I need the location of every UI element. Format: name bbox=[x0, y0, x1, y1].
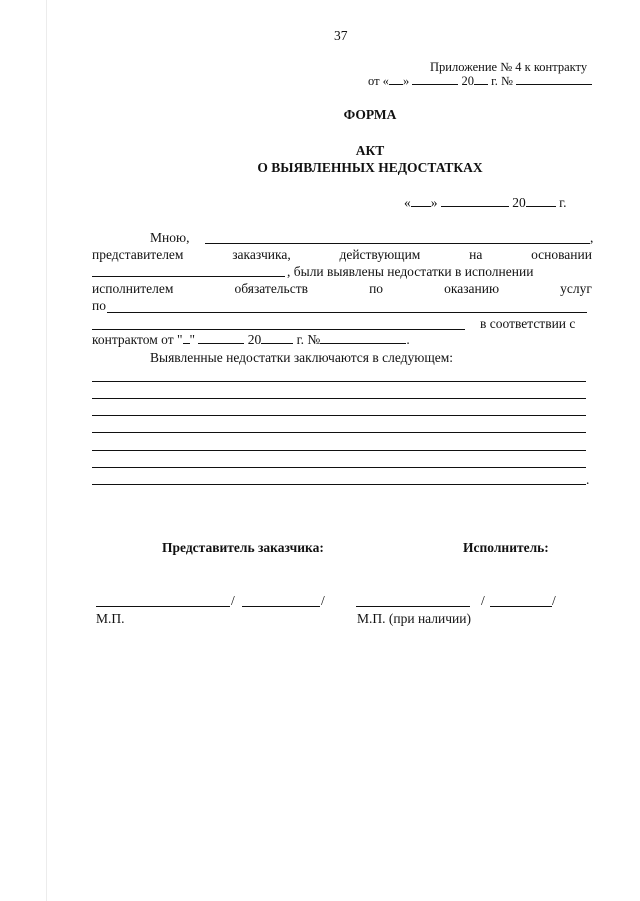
body-row-contract: контрактом от " " 20 г. № . bbox=[92, 332, 410, 347]
body-row-according: в соответствии с bbox=[480, 316, 576, 331]
body-row-representative: представителем заказчика, действующим на основании bbox=[92, 247, 592, 262]
customer-name-line bbox=[242, 606, 320, 607]
defects-line bbox=[92, 398, 586, 399]
body-mnoyu: Мною, bbox=[150, 230, 190, 245]
body-comma: , bbox=[590, 230, 594, 245]
body-row-obligations: исполнителем обязательств по оказанию услуг bbox=[92, 281, 592, 296]
blank-line-services bbox=[107, 312, 587, 313]
customer-signature-line bbox=[96, 606, 230, 607]
defects-final-period: . bbox=[586, 472, 590, 487]
act-title: АКТ bbox=[355, 143, 385, 158]
defects-line bbox=[92, 450, 586, 451]
customer-stamp: М.П. bbox=[96, 611, 125, 626]
act-subtitle: О ВЫЯВЛЕННЫХ НЕДОСТАТКАХ bbox=[257, 160, 483, 175]
defects-line bbox=[92, 484, 586, 485]
contractor-signature-line bbox=[356, 606, 470, 607]
defects-line bbox=[92, 432, 586, 433]
contractor-slash-end: / bbox=[552, 593, 556, 608]
defects-line bbox=[92, 381, 586, 382]
form-label: ФОРМА bbox=[343, 107, 397, 122]
contractor-stamp: М.П. (при наличии) bbox=[357, 611, 471, 626]
act-date: « » 20 г. bbox=[404, 195, 567, 210]
customer-signature-title: Представитель заказчика: bbox=[162, 540, 324, 555]
contractor-signature-title: Исполнитель: bbox=[463, 540, 549, 555]
defects-line bbox=[92, 467, 586, 468]
body-row-defects-found: , были выявлены недостатки в исполнении bbox=[287, 264, 534, 279]
body-row-po: по bbox=[92, 298, 106, 313]
page-edge-shadow bbox=[46, 0, 47, 901]
customer-slash: / bbox=[231, 593, 235, 608]
blank-line-services-2 bbox=[92, 329, 465, 330]
annex-line-1: Приложение № 4 к контракту bbox=[430, 60, 588, 74]
contractor-slash: / bbox=[481, 593, 485, 608]
body-found-defects: Выявленные недостатки заключаются в следующем: bbox=[150, 350, 454, 365]
customer-slash-end: / bbox=[321, 593, 325, 608]
page-number: 37 bbox=[334, 28, 348, 43]
annex-line-2: от « » 20 г. № bbox=[368, 74, 592, 89]
blank-line-name bbox=[205, 243, 590, 244]
blank-line-basis bbox=[92, 276, 285, 277]
defects-line bbox=[92, 415, 586, 416]
contractor-name-line bbox=[490, 606, 552, 607]
